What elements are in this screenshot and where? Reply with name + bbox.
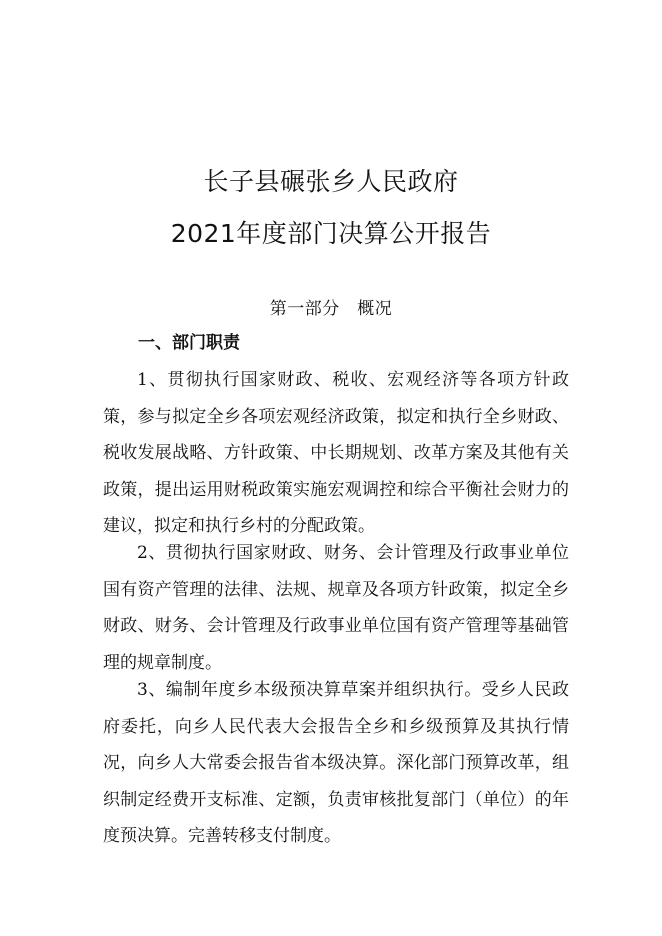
paragraph-3-text: 3、编制年度乡本级预决算草案并组织执行。受乡人民政府委托，向乡人民代表大会报告全乡和乡级预算及其执行情况，向乡人大常委会报告省本级决算。深化部门预算改革，组织制定经费开支标准、定额，负责审核批复部门（单位）的年度预决算。完善转移支付制度。	[103, 680, 569, 846]
paragraph-3	[103, 672, 569, 855]
part-heading: 第一部分 概况	[269, 299, 393, 319]
section-heading: 一、部门职责	[138, 333, 240, 353]
paragraph-1	[103, 362, 569, 545]
paragraph-2	[103, 535, 569, 681]
paragraph-2-text: 2、贯彻执行国家财政、财务、会计管理及行政事业单位国有资产管理的法律、法规、规章及各项方针政策，拟定全乡财政、财务、会计管理及行政事业单位国有资产管理等基础管理的规章制度。	[103, 543, 569, 673]
document-title-line-1: 长子县碾张乡人民政府	[203, 167, 459, 196]
paragraph-1-text: 1、贯彻执行国家财政、税收、宏观经济等各项方针政策，参与拟定全乡各项宏观经济政策，拟定和执行全乡财政、税收发展战略、方针政策、中长期规划、改革方案及其他有关政策，提出运用财税政策实施宏观调控和综合平衡社会财力的建议，拟定和执行乡村的分配政策。	[103, 370, 569, 536]
document-title-line-2: 2021年度部门决算公开报告	[170, 219, 492, 248]
